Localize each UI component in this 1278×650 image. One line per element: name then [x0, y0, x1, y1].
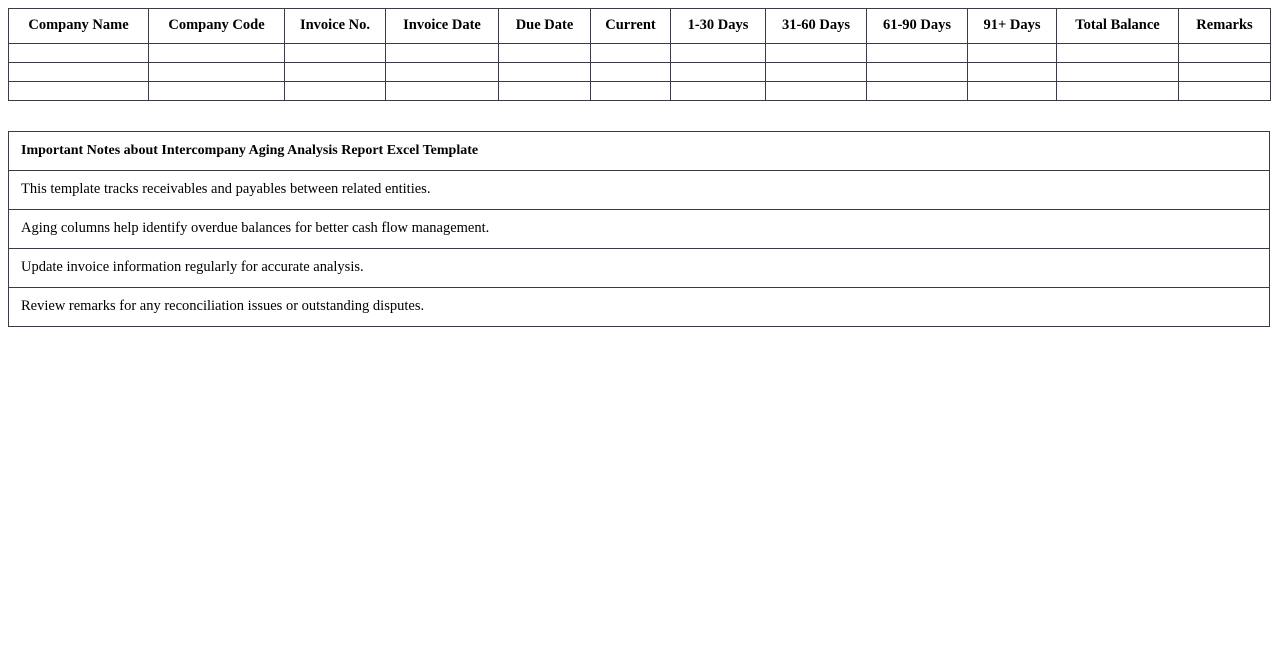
table-header-row	[9, 9, 1271, 44]
column-header-company-code: Company Code	[149, 9, 285, 44]
cell-remarks[interactable]	[1179, 44, 1271, 63]
cell-current[interactable]	[591, 63, 671, 82]
notes-title-row	[9, 132, 1270, 171]
cell-total-balance[interactable]	[1057, 44, 1179, 63]
cell-company-code[interactable]	[149, 82, 285, 101]
note-row	[9, 288, 1270, 327]
important-notes-table	[8, 131, 1270, 327]
cell-1-30-days[interactable]	[671, 82, 766, 101]
note-row	[9, 210, 1270, 249]
table-row	[9, 82, 1271, 101]
note-item: Review remarks for any reconciliation issues or outstanding disputes.	[9, 288, 1270, 327]
column-header-invoice-date: Invoice Date	[386, 9, 499, 44]
cell-current[interactable]	[591, 82, 671, 101]
column-header-1-30-days: 1-30 Days	[671, 9, 766, 44]
column-header-company-name: Company Name	[9, 9, 149, 44]
cell-31-60-days[interactable]	[766, 63, 867, 82]
table-row	[9, 63, 1271, 82]
cell-invoice-date[interactable]	[386, 44, 499, 63]
cell-company-name[interactable]	[9, 63, 149, 82]
column-header-remarks: Remarks	[1179, 9, 1271, 44]
cell-due-date[interactable]	[499, 82, 591, 101]
column-header-61-90-days: 61-90 Days	[867, 9, 968, 44]
cell-31-60-days[interactable]	[766, 82, 867, 101]
note-row	[9, 249, 1270, 288]
aging-analysis-table	[8, 8, 1271, 101]
column-header-31-60-days: 31-60 Days	[766, 9, 867, 44]
column-header-total-balance: Total Balance	[1057, 9, 1179, 44]
notes-title: Important Notes about Intercompany Aging Analysis Report Excel Template	[9, 132, 1270, 171]
note-row	[9, 171, 1270, 210]
cell-company-name[interactable]	[9, 44, 149, 63]
cell-invoice-no[interactable]	[285, 82, 386, 101]
cell-company-name[interactable]	[9, 82, 149, 101]
note-item: Aging columns help identify overdue balances for better cash flow management.	[9, 210, 1270, 249]
table-row	[9, 44, 1271, 63]
cell-91-plus-days[interactable]	[968, 63, 1057, 82]
cell-1-30-days[interactable]	[671, 44, 766, 63]
column-header-91-plus-days: 91+ Days	[968, 9, 1057, 44]
cell-31-60-days[interactable]	[766, 44, 867, 63]
cell-1-30-days[interactable]	[671, 63, 766, 82]
note-item: Update invoice information regularly for accurate analysis.	[9, 249, 1270, 288]
cell-91-plus-days[interactable]	[968, 44, 1057, 63]
cell-total-balance[interactable]	[1057, 63, 1179, 82]
cell-total-balance[interactable]	[1057, 82, 1179, 101]
cell-remarks[interactable]	[1179, 82, 1271, 101]
cell-61-90-days[interactable]	[867, 82, 968, 101]
column-header-invoice-no: Invoice No.	[285, 9, 386, 44]
cell-current[interactable]	[591, 44, 671, 63]
cell-invoice-no[interactable]	[285, 44, 386, 63]
note-item: This template tracks receivables and payables between related entities.	[9, 171, 1270, 210]
cell-remarks[interactable]	[1179, 63, 1271, 82]
cell-due-date[interactable]	[499, 44, 591, 63]
cell-61-90-days[interactable]	[867, 44, 968, 63]
cell-61-90-days[interactable]	[867, 63, 968, 82]
cell-invoice-no[interactable]	[285, 63, 386, 82]
column-header-current: Current	[591, 9, 671, 44]
cell-invoice-date[interactable]	[386, 63, 499, 82]
cell-91-plus-days[interactable]	[968, 82, 1057, 101]
cell-company-code[interactable]	[149, 44, 285, 63]
cell-due-date[interactable]	[499, 63, 591, 82]
column-header-due-date: Due Date	[499, 9, 591, 44]
cell-invoice-date[interactable]	[386, 82, 499, 101]
cell-company-code[interactable]	[149, 63, 285, 82]
